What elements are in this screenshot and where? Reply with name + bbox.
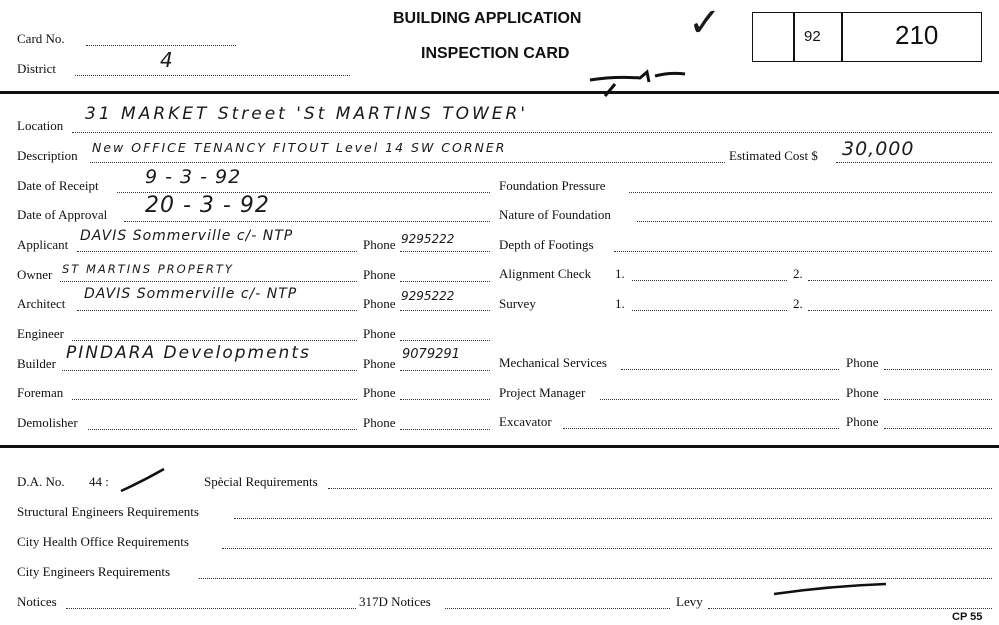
architect-label: Architect bbox=[17, 296, 66, 311]
location-dots bbox=[72, 132, 992, 133]
foundation-pressure-dots bbox=[629, 192, 992, 193]
notices-317d-dots bbox=[445, 608, 670, 609]
reference-divider-1 bbox=[793, 12, 795, 62]
applicant-phone-label: Phone bbox=[363, 237, 396, 252]
survey-num2: 2. bbox=[793, 296, 803, 311]
alignment-num1: 1. bbox=[615, 266, 625, 281]
architect-field[interactable]: DAVIS Sommerville c/- NTP bbox=[84, 286, 298, 302]
survey-label: Survey bbox=[499, 296, 536, 311]
reference-number: 210 bbox=[895, 20, 939, 50]
excavator-phone-dots bbox=[884, 428, 992, 429]
builder-phone-label: Phone bbox=[363, 356, 396, 371]
city-engineers-label: City Engineers Requirements bbox=[17, 564, 171, 579]
form-title-line2: INSPECTION CARD bbox=[421, 45, 570, 62]
applicant-field[interactable]: DAVIS Sommerville c/- NTP bbox=[80, 228, 294, 244]
mechanical-phone-label: Phone bbox=[846, 355, 879, 370]
notices-dots bbox=[66, 608, 356, 609]
applicant-phone-dots bbox=[400, 251, 490, 252]
reference-divider-2 bbox=[841, 12, 843, 62]
mechanical-phone-dots bbox=[884, 369, 992, 370]
applicant-dots bbox=[77, 251, 357, 252]
nature-foundation-label: Nature of Foundation bbox=[499, 207, 611, 222]
engineer-phone-dots bbox=[400, 340, 490, 341]
builder-phone-dots bbox=[400, 370, 490, 371]
health-requirements-dots bbox=[222, 548, 992, 549]
district-label: District bbox=[17, 61, 56, 76]
owner-field[interactable]: ST MARTINS PROPERTY bbox=[62, 262, 234, 276]
depth-footings-label: Depth of Footings bbox=[499, 237, 594, 252]
levy-label: Levy bbox=[676, 594, 703, 609]
excavator-dots bbox=[563, 428, 839, 429]
middle-rule bbox=[0, 445, 999, 448]
estimated-cost-field[interactable]: 30,000 bbox=[842, 138, 915, 160]
builder-label: Builder bbox=[17, 356, 56, 371]
health-requirements-label: City Health Office Requirements bbox=[17, 534, 189, 549]
location-label: Location bbox=[17, 118, 64, 133]
project-manager-phone-dots bbox=[884, 399, 992, 400]
da-value: 44 : bbox=[89, 474, 109, 489]
reference-year: 92 bbox=[804, 28, 821, 45]
engineer-phone-label: Phone bbox=[363, 326, 396, 341]
foundation-pressure-label: Foundation Pressure bbox=[499, 178, 606, 193]
card-no-dots bbox=[86, 45, 236, 46]
owner-phone-dots bbox=[400, 281, 490, 282]
foreman-phone-label: Phone bbox=[363, 385, 396, 400]
header-rule bbox=[0, 91, 999, 94]
architect-phone-label: Phone bbox=[363, 296, 396, 311]
survey-dots2 bbox=[808, 310, 992, 311]
notices-317d-label: 317D Notices bbox=[359, 594, 431, 609]
builder-field[interactable]: PINDARA Developments bbox=[66, 343, 311, 363]
foreman-label: Foreman bbox=[17, 385, 64, 400]
owner-phone-label: Phone bbox=[363, 267, 396, 282]
depth-footings-dots bbox=[614, 251, 992, 252]
da-tick-mark bbox=[118, 465, 168, 495]
district-dots bbox=[75, 75, 350, 76]
project-manager-dots bbox=[600, 399, 839, 400]
da-label: D.A. No. bbox=[17, 474, 65, 489]
levy-pen-stroke bbox=[770, 580, 890, 600]
applicant-phone-field[interactable]: 9295222 bbox=[401, 232, 455, 246]
demolisher-phone-label: Phone bbox=[363, 415, 396, 430]
excavator-phone-label: Phone bbox=[846, 414, 879, 429]
alignment-check-label: Alignment Check bbox=[499, 266, 592, 281]
structural-requirements-dots bbox=[234, 518, 992, 519]
date-approval-dots bbox=[124, 221, 490, 222]
reference-box bbox=[752, 12, 982, 62]
form-title-line1: BUILDING APPLICATION bbox=[393, 10, 582, 27]
location-field[interactable]: 31 MARKET Street 'St MARTINS TOWER' bbox=[85, 104, 529, 124]
city-engineers-dots bbox=[199, 578, 992, 579]
foreman-dots bbox=[72, 399, 357, 400]
mechanical-label: Mechanical Services bbox=[499, 355, 607, 370]
alignment-dots1 bbox=[632, 280, 787, 281]
description-field[interactable]: New OFFICE TENANCY FITOUT Level 14 SW CORNER bbox=[92, 140, 507, 155]
date-receipt-label: Date of Receipt bbox=[17, 178, 99, 193]
alignment-num2: 2. bbox=[793, 266, 803, 281]
engineer-dots bbox=[72, 340, 357, 341]
alignment-dots2 bbox=[808, 280, 992, 281]
description-dots bbox=[90, 162, 725, 163]
demolisher-dots bbox=[88, 429, 357, 430]
form-code: CP 55 bbox=[952, 611, 983, 623]
project-manager-label: Project Manager bbox=[499, 385, 586, 400]
nature-foundation-dots bbox=[637, 221, 992, 222]
demolisher-label: Demolisher bbox=[17, 415, 78, 430]
project-manager-phone-label: Phone bbox=[846, 385, 879, 400]
date-receipt-field[interactable]: 9 - 3 - 92 bbox=[145, 166, 242, 188]
estimated-cost-label: Estimated Cost $ bbox=[729, 148, 818, 163]
levy-dots bbox=[708, 608, 992, 609]
date-approval-label: Date of Approval bbox=[17, 207, 108, 222]
demolisher-phone-dots bbox=[400, 429, 490, 430]
date-approval-field[interactable]: 20 - 3 - 92 bbox=[145, 193, 270, 218]
owner-dots bbox=[60, 281, 357, 282]
builder-phone-field[interactable]: 9079291 bbox=[402, 347, 460, 362]
applicant-label: Applicant bbox=[17, 237, 69, 252]
special-requirements-label: Spècial Requirements bbox=[204, 474, 318, 489]
special-requirements-dots bbox=[328, 488, 992, 489]
foreman-phone-dots bbox=[400, 399, 490, 400]
description-label: Description bbox=[17, 148, 78, 163]
survey-dots1 bbox=[632, 310, 787, 311]
architect-dots bbox=[77, 310, 357, 311]
card-no-label: Card No. bbox=[17, 31, 65, 46]
owner-label: Owner bbox=[17, 267, 53, 282]
architect-phone-dots bbox=[400, 310, 490, 311]
structural-requirements-label: Structural Engineers Requirements bbox=[17, 504, 199, 519]
survey-num1: 1. bbox=[615, 296, 625, 311]
mechanical-dots bbox=[621, 369, 839, 370]
estimated-cost-dots bbox=[836, 162, 992, 163]
architect-phone-field[interactable]: 9295222 bbox=[401, 289, 455, 303]
builder-dots bbox=[62, 370, 357, 371]
engineer-label: Engineer bbox=[17, 326, 64, 341]
excavator-label: Excavator bbox=[499, 414, 552, 429]
notices-label: Notices bbox=[17, 594, 57, 609]
district-field[interactable]: 4 bbox=[160, 48, 174, 72]
check-mark: ✓ bbox=[688, 0, 723, 46]
pen-scribble bbox=[585, 62, 705, 102]
